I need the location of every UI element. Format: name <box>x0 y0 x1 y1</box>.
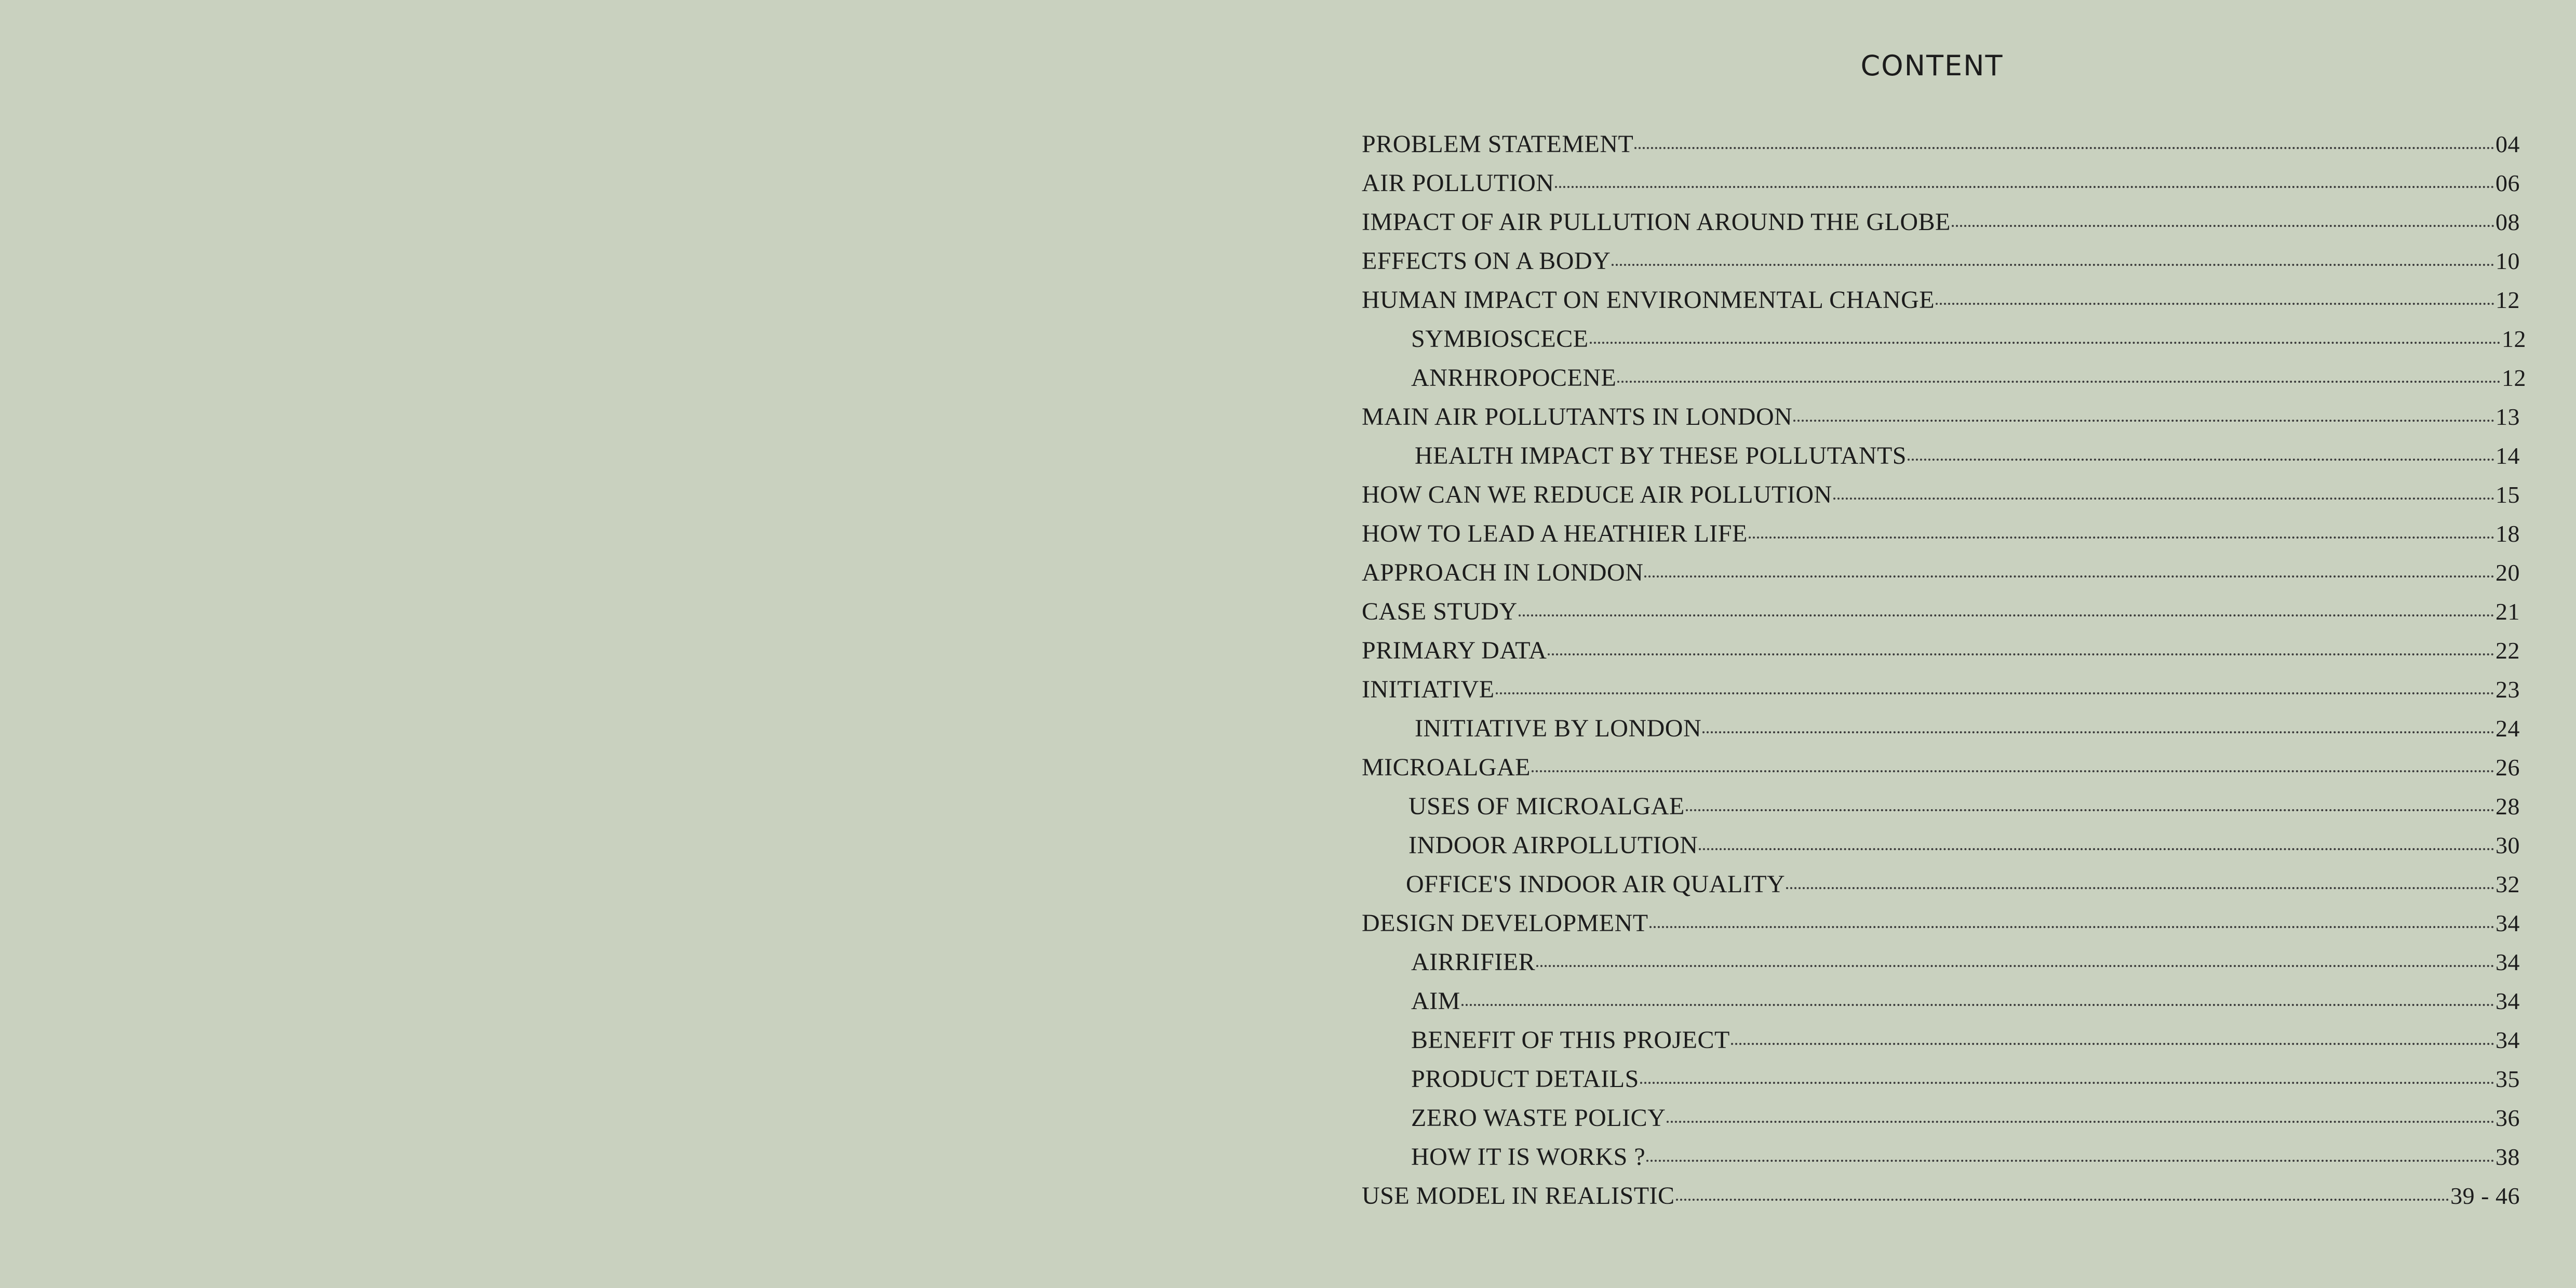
toc-entry-label: INITIATIVE BY LONDON <box>1415 715 1702 742</box>
toc-entry-indoor-airpollution[interactable] <box>1362 825 2520 864</box>
dot-leader <box>1612 238 2494 266</box>
toc-entry-label: IMPACT OF AIR PULLUTION AROUND THE GLOBE <box>1362 208 1951 236</box>
toc-entry-label: DESIGN DEVELOPMENT <box>1362 909 1648 937</box>
toc-entry-use-model[interactable] <box>1362 1176 2520 1215</box>
toc-entry-how-it-works[interactable] <box>1362 1137 2520 1176</box>
toc-entry-label: HUMAN IMPACT ON ENVIRONMENTAL CHANGE <box>1362 286 1935 314</box>
toc-entry-page: 20 <box>2496 559 2520 586</box>
toc-entry-page: 28 <box>2496 793 2520 820</box>
toc-entry-page: 06 <box>2496 170 2520 196</box>
dot-leader <box>1731 1017 2494 1045</box>
toc-entry-label: MAIN AIR POLLUTANTS IN LONDON <box>1362 403 1793 431</box>
toc-entry-label: PROBLEM STATEMENT <box>1362 130 1634 158</box>
toc-entry-label: AIM <box>1411 987 1460 1015</box>
toc-entry-label: HEALTH IMPACT BY THESE POLLUTANTS <box>1415 442 1907 469</box>
toc-entry-page: 38 <box>2496 1144 2520 1170</box>
toc-entry-label: INDOOR AIRPOLLUTION <box>1408 831 1698 859</box>
toc-entry-impact-around-globe[interactable] <box>1362 202 2520 241</box>
dot-leader <box>1519 588 2494 616</box>
dot-leader <box>1617 355 2501 383</box>
toc-entry-health-impact[interactable] <box>1362 436 2520 475</box>
page-title: CONTENT <box>1860 49 2004 82</box>
dot-leader <box>1536 939 2494 967</box>
toc-entry-page: 23 <box>2496 676 2520 703</box>
toc-entry-page: 35 <box>2496 1066 2520 1092</box>
toc-entry-microalgae[interactable] <box>1362 747 2520 786</box>
dot-leader <box>1640 1056 2494 1084</box>
toc-entry-page: 12 <box>2502 365 2526 391</box>
toc-entry-label: BENEFIT OF THIS PROJECT <box>1411 1026 1730 1054</box>
dot-leader <box>1634 121 2494 149</box>
dot-leader <box>1555 160 2494 188</box>
toc-entry-page: 26 <box>2496 754 2520 781</box>
dot-leader <box>1676 1173 2450 1201</box>
toc-entry-page: 04 <box>2496 131 2520 157</box>
toc-entry-product-details[interactable] <box>1362 1059 2520 1098</box>
toc-entry-healthier-life[interactable] <box>1362 514 2520 553</box>
toc-entry-label: HOW TO LEAD A HEATHIER LIFE <box>1362 520 1748 547</box>
toc-entry-label: SYMBIOSCECE <box>1411 325 1589 353</box>
toc-entry-label: PRODUCT DETAILS <box>1411 1065 1639 1093</box>
toc-entry-label: APPROACH IN LONDON <box>1362 559 1644 586</box>
dot-leader <box>1833 472 2494 500</box>
toc-entry-initiative[interactable] <box>1362 669 2520 708</box>
dot-leader <box>1590 316 2501 344</box>
toc-entry-label: EFFECTS ON A BODY <box>1362 247 1611 275</box>
toc-entry-page: 34 <box>2496 1027 2520 1053</box>
dot-leader <box>1908 433 2494 461</box>
toc-entry-main-pollutants[interactable] <box>1362 397 2520 436</box>
toc-entry-label: CASE STUDY <box>1362 598 1518 625</box>
toc-entry-page: 34 <box>2496 949 2520 975</box>
dot-leader <box>1644 549 2494 578</box>
toc-entry-label: MICROALGAE <box>1362 754 1531 781</box>
dot-leader <box>1461 978 2494 1006</box>
toc-entry-problem-statement[interactable] <box>1362 124 2520 163</box>
toc-entry-zero-waste[interactable] <box>1362 1098 2520 1137</box>
toc-entry-label: HOW IT IS WORKS ? <box>1411 1143 1646 1171</box>
dot-leader <box>1532 744 2494 772</box>
toc-entry-label: OFFICE'S INDOOR AIR QUALITY <box>1406 870 1786 898</box>
toc-entry-office-air-quality[interactable] <box>1362 864 2520 903</box>
dot-leader <box>1686 783 2494 811</box>
dot-leader <box>1646 1134 2494 1162</box>
toc-entry-design-development[interactable] <box>1362 903 2520 942</box>
toc-entry-page: 15 <box>2496 481 2520 508</box>
toc-entry-page: 30 <box>2496 832 2520 858</box>
toc-entry-label: USES OF MICROALGAE <box>1408 793 1685 820</box>
dot-leader <box>1548 627 2494 655</box>
toc-entry-page: 24 <box>2496 715 2520 742</box>
dot-leader <box>1699 822 2494 850</box>
dot-leader <box>1936 277 2494 305</box>
toc-entry-page: 39 - 46 <box>2450 1183 2520 1209</box>
toc-entry-benefit[interactable] <box>1362 1020 2520 1059</box>
toc-entry-page: 10 <box>2496 248 2520 274</box>
toc-entry-label: ANRHROPOCENE <box>1411 364 1617 392</box>
toc-entry-label: PRIMARY DATA <box>1362 637 1547 664</box>
dot-leader <box>1793 394 2494 422</box>
toc-entry-airrifier[interactable] <box>1362 942 2520 981</box>
dot-leader <box>1649 900 2494 928</box>
toc-entry-label: USE MODEL IN REALISTIC <box>1362 1182 1675 1210</box>
toc-entry-page: 12 <box>2496 287 2520 313</box>
toc-entry-anrhropocene[interactable] <box>1362 358 2526 397</box>
toc-entry-page: 13 <box>2496 404 2520 430</box>
toc-entry-air-pollution[interactable] <box>1362 163 2520 202</box>
dot-leader <box>1667 1095 2494 1123</box>
contents-page <box>1288 0 2576 1288</box>
toc-entry-page: 34 <box>2496 910 2520 936</box>
toc-entry-aim[interactable] <box>1362 981 2520 1020</box>
dot-leader <box>1749 511 2494 539</box>
dot-leader <box>1786 861 2494 889</box>
toc-entry-page: 21 <box>2496 598 2520 625</box>
toc-entry-page: 18 <box>2496 520 2520 547</box>
toc-entry-effects-on-body[interactable] <box>1362 241 2520 280</box>
table-of-contents <box>1362 124 2526 1215</box>
dot-leader <box>1952 199 2494 227</box>
toc-entry-case-study[interactable] <box>1362 592 2520 630</box>
toc-entry-page: 34 <box>2496 988 2520 1014</box>
toc-entry-page: 12 <box>2502 326 2526 352</box>
toc-entry-label: AIR POLLUTION <box>1362 169 1554 197</box>
toc-entry-primary-data[interactable] <box>1362 630 2520 669</box>
toc-entry-reduce-pollution[interactable] <box>1362 475 2520 514</box>
dot-leader <box>1496 666 2494 694</box>
toc-entry-uses-microalgae[interactable] <box>1362 786 2520 825</box>
toc-entry-approach-london[interactable] <box>1362 553 2520 592</box>
toc-entry-page: 32 <box>2496 871 2520 897</box>
toc-entry-human-impact[interactable] <box>1362 280 2520 319</box>
toc-entry-page: 08 <box>2496 209 2520 235</box>
toc-entry-label: INITIATIVE <box>1362 676 1495 703</box>
dot-leader <box>1702 705 2494 733</box>
toc-entry-page: 14 <box>2496 442 2520 469</box>
toc-entry-page: 22 <box>2496 637 2520 664</box>
toc-entry-symbioscece[interactable] <box>1362 319 2526 358</box>
toc-entry-label: HOW CAN WE REDUCE AIR POLLUTION <box>1362 481 1832 508</box>
toc-entry-label: AIRRIFIER <box>1411 948 1536 976</box>
toc-entry-page: 36 <box>2496 1105 2520 1131</box>
toc-entry-initiative-by-london[interactable] <box>1362 708 2520 747</box>
toc-entry-label: ZERO WASTE POLICY <box>1411 1104 1666 1132</box>
